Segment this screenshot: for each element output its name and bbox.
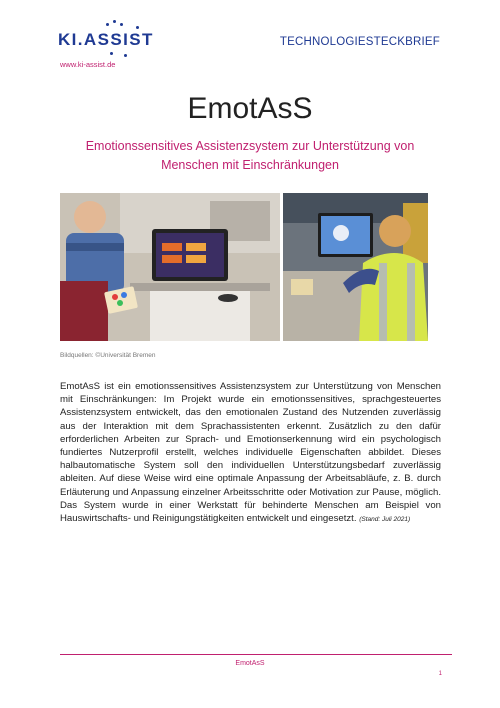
page-number: 1	[438, 671, 442, 677]
project-photos	[60, 193, 428, 341]
logo-dot	[124, 54, 127, 57]
photo-workshop-man-at-screen	[60, 193, 280, 341]
footer-label: EmotAsS	[235, 660, 265, 667]
description-text: EmotAsS ist ein emotionssensitives Assistenzsystem zur Unterstützung von Menschen mit Einschränkungen: Im Projekt wurde ein emotionssensitives, sprachgesteuertes Assistenzsystem entwickelt, das den emotionalen Zustand des Nutzenden zuverlässig aus der Interaktion mit dem Sprachassistenten erkennt. Zusätzlich zu den dafür erforderlichen Arbeiten zur Sprach- und Emotionserkennung wird ein psychologisch fundiertes Nutzerprofil erstellt, welches individuelle Eigenschaften abbildet. Dieses halbautomatische System soll den individuellen Unterstützungsbedarf zuverlässig ableiten. Auf diese Weise wird eine optimale Anpassung der Arbeitsabläufe, z. B. durch Erläuterung und Anpassung einzelner Arbeitsschritte oder Motivation zur Pause, möglich. Das System wurde in einer Werkstatt für behinderte Menschen am Beispiel von Hauswirtschafts- und Reinigungstätigkeiten entwickelt und eingesetzt.	[60, 381, 441, 525]
logo-dot	[113, 20, 116, 23]
document-type: TECHNOLOGIESTECKBRIEF	[279, 36, 440, 48]
website-link[interactable]: www.ki-assist.de	[60, 60, 116, 69]
logo-dot	[106, 23, 109, 26]
photo-woman-with-headset	[283, 193, 428, 341]
logo-dot	[120, 23, 123, 26]
ki-assist-logo	[58, 22, 154, 62]
logo-dot	[136, 26, 139, 29]
logo-dot	[110, 52, 113, 55]
photo-left-illustration	[60, 193, 280, 341]
description-paragraph	[60, 380, 441, 526]
page-subtitle: Emotionssensitives Assistenzsystem zur Unterstützung von Menschen mit Einschränkungen	[85, 139, 415, 172]
photo-right-illustration	[283, 193, 428, 341]
logo-text: KI.ASSIST	[58, 30, 154, 49]
image-caption: Bildquellen: ©Universität Bremen	[60, 352, 156, 359]
footer-divider	[60, 654, 452, 655]
status-date: (Stand: Juli 2021)	[359, 516, 411, 524]
page-title: EmotAsS	[187, 92, 313, 125]
